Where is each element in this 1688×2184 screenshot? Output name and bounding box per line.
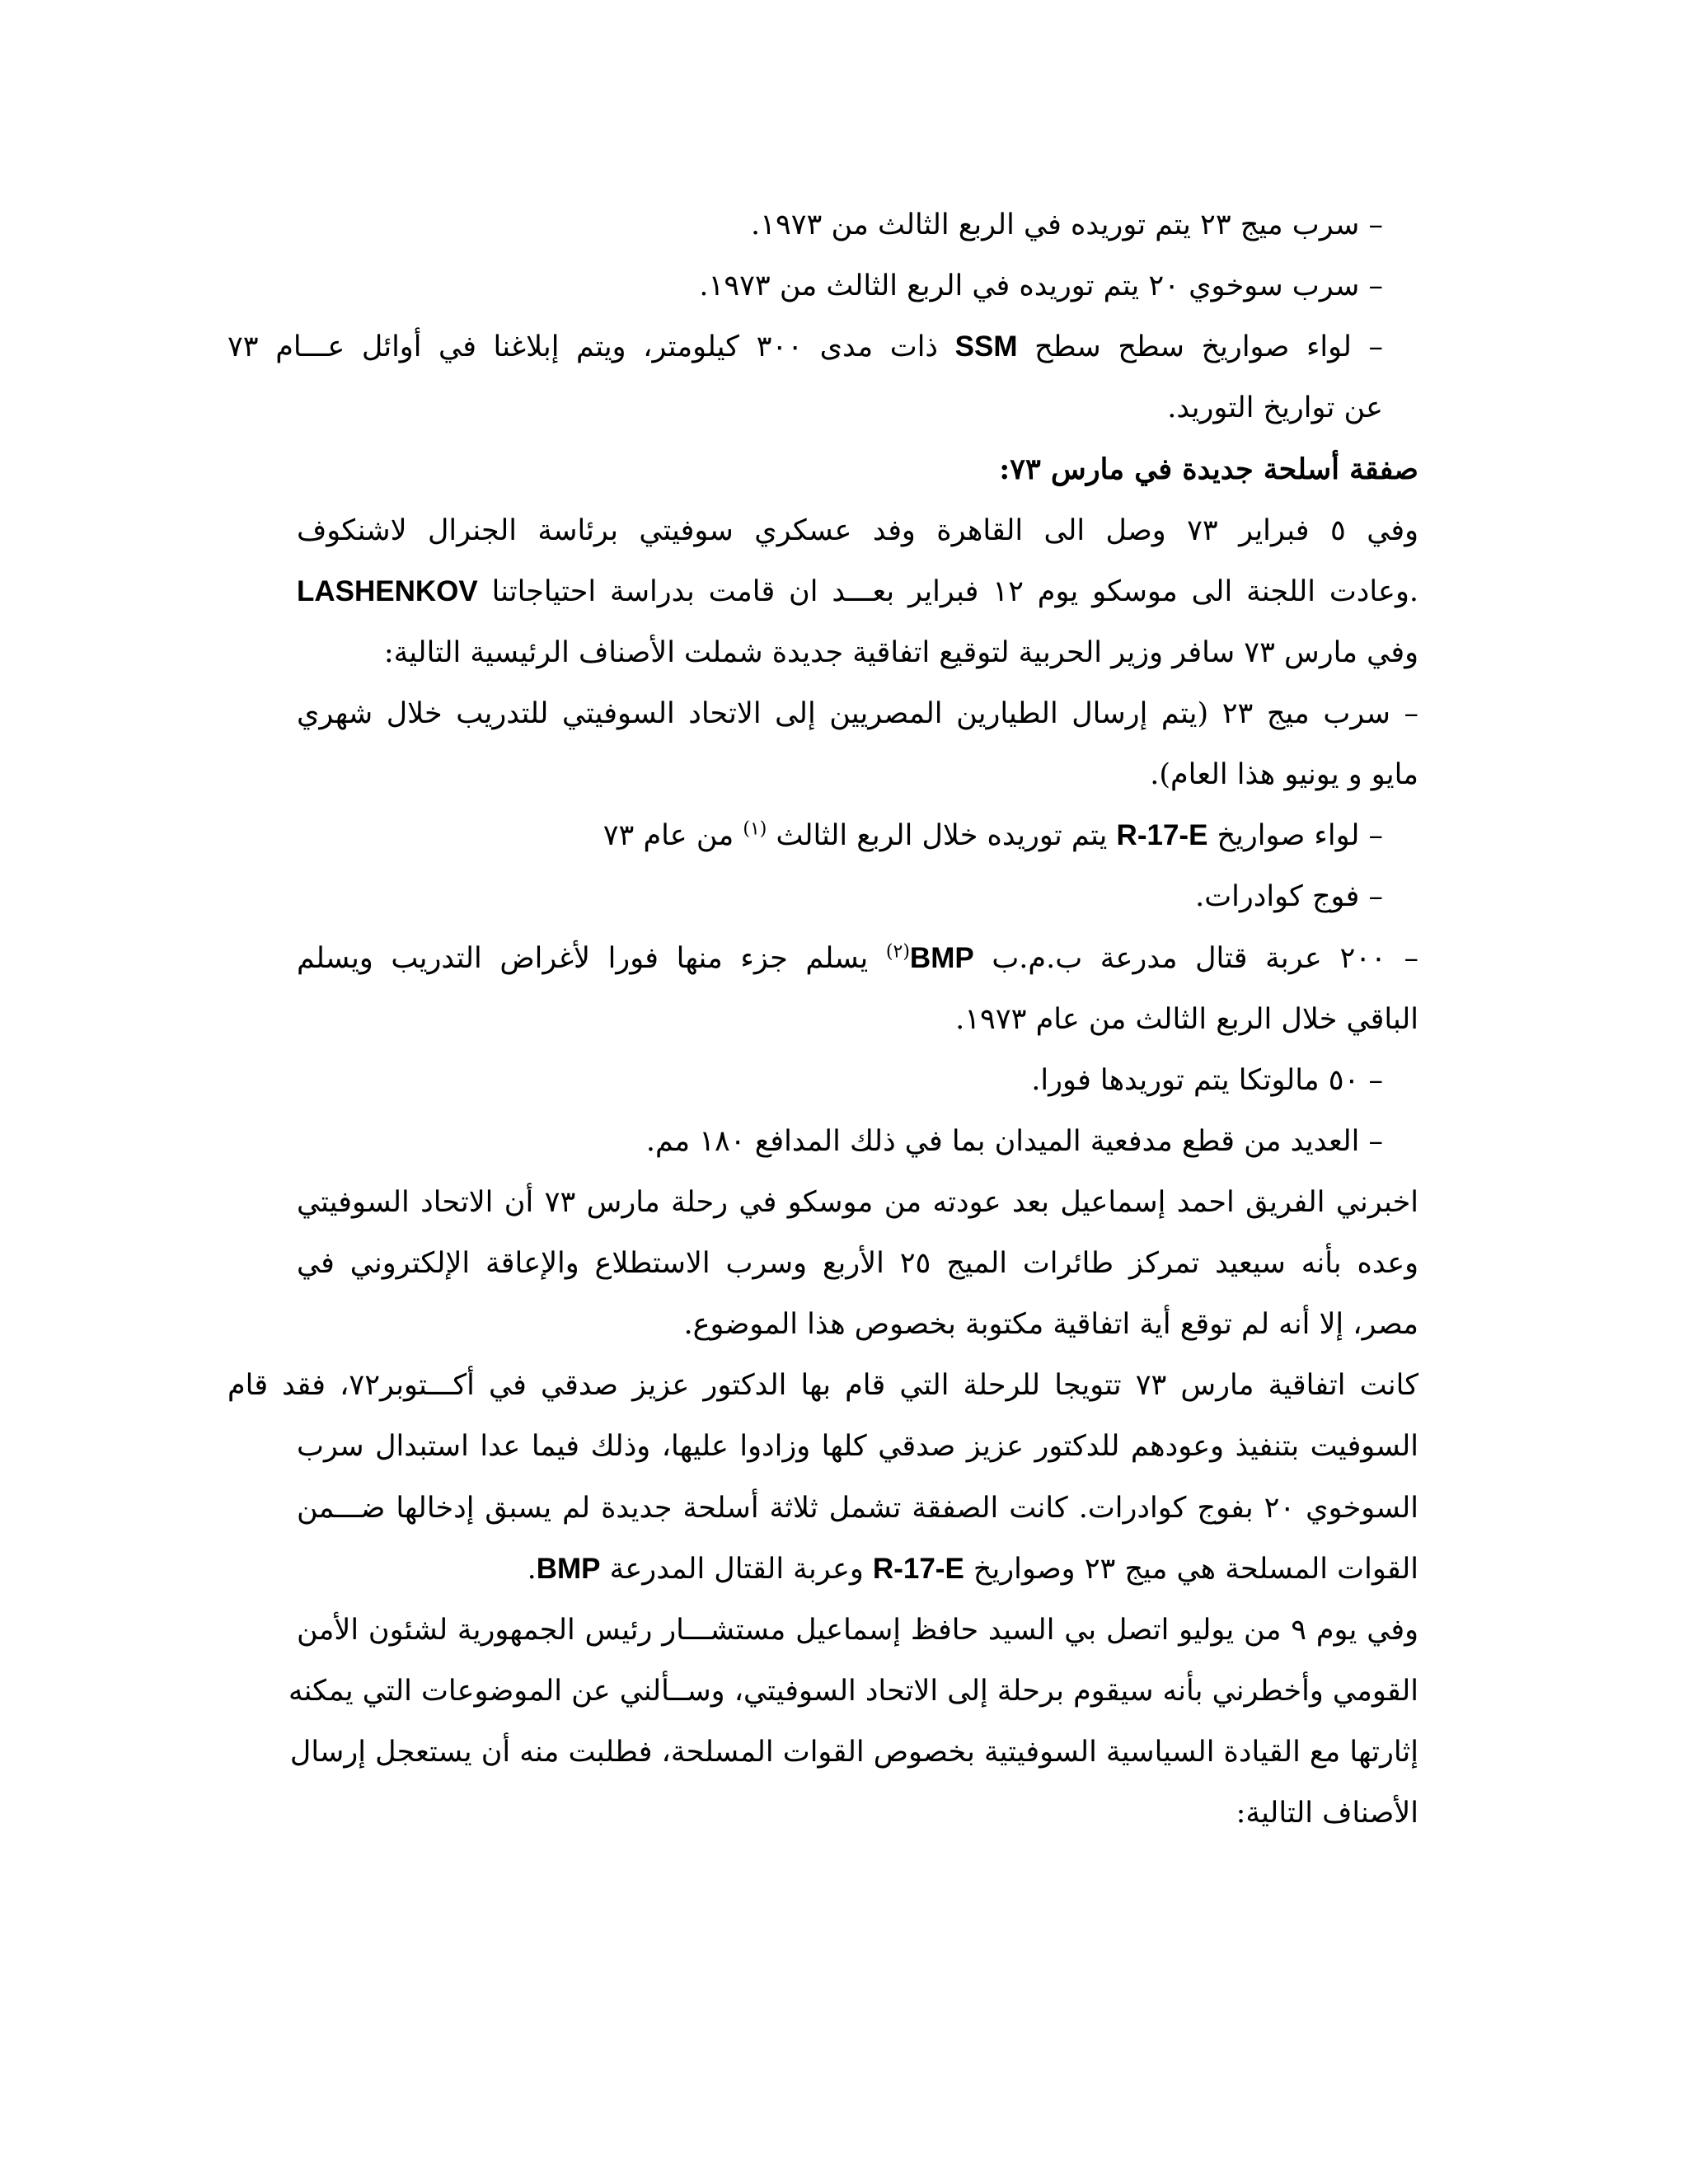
text-segment: – لواء صواريخ xyxy=(1207,819,1383,852)
text-line: السوفيت بتنفيذ وعودهم للدكتور عزيز صدقي كلها وزادوا عليها، وذلك فيما عدا استبدال سرب xyxy=(297,1430,1418,1463)
text-segment: يتم توريده خلال الربع الثالث xyxy=(767,819,1117,852)
text-line: وفي يوم ٩ من يوليو اتصل بي السيد حافظ إسماعيل مستشـــار رئيس الجمهورية لشئون الأمن xyxy=(297,1614,1418,1647)
text-segment: القوات المسلحة هي ميج ٢٣ وصواريخ xyxy=(964,1553,1418,1586)
text-line: وفي مارس ٧٣ سافر وزير الحربية لتوقيع اتفاقية جديدة شملت الأصناف الرئيسية التالية: xyxy=(383,636,1418,669)
text-line: وعده بأنه سيعيد تمركز طائرات الميج ٢٥ الأربع وسرب الاستطلاع والإعاقة الإلكتروني في xyxy=(297,1247,1419,1280)
paragraph-line xyxy=(683,1304,1418,1345)
paragraph-line xyxy=(297,1243,1418,1284)
paragraph-line xyxy=(297,1182,1418,1223)
text-line: وفي ٥ فبراير ٧٣ وصل الى القاهرة وفد عسكري سوفيتي برئاسة الجنرال لاشنكوف xyxy=(297,514,1418,547)
paragraph-line xyxy=(1236,1793,1418,1834)
text-line: مايو و يونيو هذا العام). xyxy=(1150,758,1418,791)
list-item xyxy=(297,938,1418,979)
text-line: – سرب سوخوي ٢٠ يتم توريده في الربع الثالث من ١٩٧٣. xyxy=(699,269,1383,302)
footnote-marker: (١) xyxy=(743,818,767,840)
paragraph-line xyxy=(297,510,1418,551)
heading-text: صفقة أسلحة جديدة في مارس ٧٣: xyxy=(999,452,1418,486)
list-item xyxy=(646,1121,1383,1162)
paragraph-line xyxy=(289,1732,1418,1773)
bold-latin-term: R-17-E xyxy=(1116,819,1208,851)
text-line: السوخوي ٢٠ بفوج كوادرات. كانت الصفقة تشمل ثلاثة أسلحة جديدة لم يسبق إدخالها ضـــمن xyxy=(297,1492,1418,1525)
list-item xyxy=(751,204,1383,246)
paragraph-line xyxy=(1150,754,1418,795)
text-segment: يسلم جزء منها فورا لأغراض التدريب ويسلم xyxy=(297,942,886,975)
bold-latin-term: LASHENKOV xyxy=(297,575,478,607)
list-item xyxy=(699,265,1383,307)
text-line: – فوج كوادرات. xyxy=(1195,880,1383,913)
paragraph-line xyxy=(288,1671,1418,1712)
text-line: – ٥٠ مالوتكا يتم توريدها فورا. xyxy=(1031,1064,1383,1097)
text-line: الباقي خلال الربع الثالث من عام ١٩٧٣. xyxy=(955,1003,1418,1036)
text-line xyxy=(1167,387,1383,429)
list-item xyxy=(1031,1060,1383,1101)
text-line: – سرب ميج ٢٣ (يتم إرسال الطيارين المصريين إلى الاتحاد السوفيتي للتدريب خلال شهري xyxy=(297,697,1418,730)
paragraph-line xyxy=(955,999,1418,1040)
text-segment: . xyxy=(527,1553,537,1586)
paragraph-line xyxy=(384,632,1418,673)
list-item xyxy=(1195,876,1383,917)
text-line: الأصناف التالية: xyxy=(1236,1797,1418,1830)
text-segment: وعربة القتال المدرعة xyxy=(600,1553,873,1586)
paragraph-line xyxy=(528,1549,1418,1590)
paragraph-line xyxy=(297,1610,1418,1651)
list-item xyxy=(227,326,1383,368)
text-segment: – لواء صواريخ سطح سطح xyxy=(1017,330,1384,363)
paragraph-line xyxy=(297,571,1418,612)
paragraph-line xyxy=(227,1365,1418,1406)
list-item xyxy=(297,693,1418,734)
text-line: القومي وأخطرني بأنه سيقوم برحلة إلى الاتحاد السوفيتي، وســألني عن الموضوعات التي يمكنه xyxy=(288,1675,1418,1708)
footnote-marker: (٢) xyxy=(885,941,910,963)
text-segment: ذات مدى ٣٠٠ كيلومتر، ويتم إبلاغنا في أوائل عـــام ٧٣ xyxy=(227,330,955,363)
paragraph-line xyxy=(297,1488,1418,1529)
list-item xyxy=(603,815,1383,856)
bold-latin-term: BMP xyxy=(536,1553,601,1585)
text-line: – العديد من قطع مدفعية الميدان بما في ذلك المدافع ١٨٠ مم. xyxy=(645,1125,1383,1158)
text-segment: وعادت اللجنة الى موسكو يوم ١٢ فبراير بعـــد ان قامت بدراسة احتياجاتنا. xyxy=(477,575,1418,608)
bold-latin-term: BMP xyxy=(909,942,974,974)
text-line: اخبرني الفريق احمد إسماعيل بعد عودته من موسكو في رحلة مارس ٧٣ أن الاتحاد السوفيتي xyxy=(297,1186,1418,1219)
paragraph-line xyxy=(297,1426,1418,1467)
bold-latin-term: R-17-E xyxy=(872,1553,964,1585)
bold-latin-term: SSM xyxy=(954,330,1018,363)
text-line: إثارتها مع القيادة السياسية السوفيتية بخصوص القوات المسلحة، فطلبت منه أن يستعجل إرسال xyxy=(289,1736,1418,1769)
text-line: عن تواريخ التوريد. xyxy=(1167,391,1383,424)
text-line: – سرب ميج ٢٣ يتم توريده في الربع الثالث من ١٩٧٣. xyxy=(751,209,1383,241)
section-heading xyxy=(999,449,1418,490)
text-line: كانت اتفاقية مارس ٧٣ تتويجا للرحلة التي قام بها الدكتور عزيز صدقي في أكـــتوبر٧٢، فقد قام xyxy=(227,1369,1419,1402)
text-segment: – ٢٠٠ عربة قتال مدرعة ب.م.ب xyxy=(973,942,1418,975)
text-segment: من عام ٧٣ xyxy=(603,819,743,852)
text-line: مصر، إلا أنه لم توقع أية اتفاقية مكتوبة بخصوص هذا الموضوع. xyxy=(683,1308,1418,1341)
